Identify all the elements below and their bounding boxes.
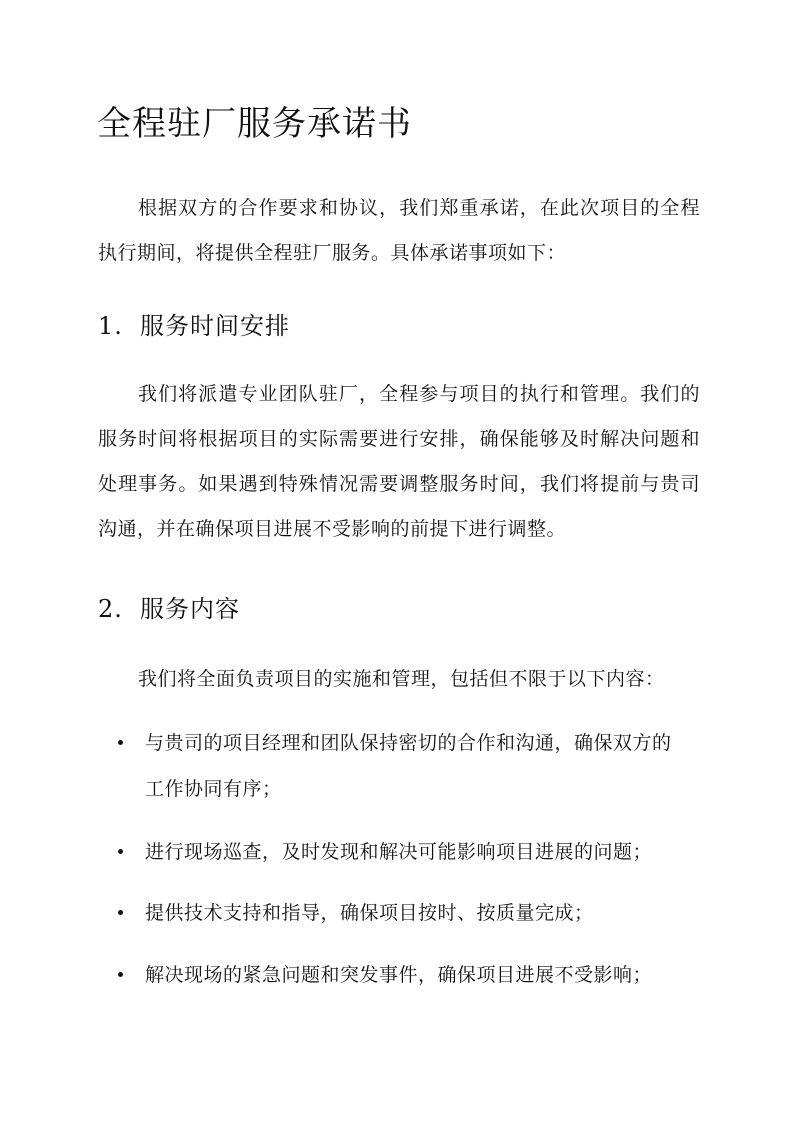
section-1-number: 1.: [98, 312, 123, 340]
section-2-heading: [98, 589, 240, 624]
list-item: [118, 890, 678, 936]
section-2-number: 2.: [98, 595, 123, 623]
section-1-body: 我们将派遣专业团队驻厂，全程参与项目的执行和管理。我们的服务时间将根据项目的实际需要进行安排，确保能够及时解决问题和处理事务。如果遇到特殊情况需要调整服务时间，我们将提前与贵司沟通，并在确保项目进展不受影响的前提下进行调整。: [98, 383, 700, 540]
bullet-icon: [118, 740, 123, 745]
section-1-heading: [98, 306, 290, 341]
list-item-text: 提供技术支持和指导，确保项目按时、按质量完成；: [145, 902, 594, 924]
bullet-icon: [118, 849, 123, 854]
section-1-title: 服务时间安排: [140, 312, 290, 340]
list-item-text: 进行现场巡查，及时发现和解决可能影响项目进展的问题；: [145, 841, 653, 863]
section-2-title: 服务内容: [140, 595, 240, 623]
list-item: [118, 720, 678, 812]
list-item: [118, 952, 678, 998]
bullet-icon: [118, 910, 123, 915]
document-title: 全程驻厂服务承诺书: [97, 104, 412, 144]
list-item-text: 与贵司的项目经理和团队保持密切的合作和沟通，确保双方的工作协同有序；: [145, 732, 672, 800]
bullet-icon: [118, 972, 123, 977]
intro-paragraph: 根据双方的合作要求和协议，我们郑重承诺，在此次项目的全程执行期间，将提供全程驻厂服务。具体承诺事项如下：: [98, 197, 700, 264]
list-item: [118, 829, 678, 875]
section-2-intro: 我们将全面负责项目的实施和管理，包括但不限于以下内容：: [138, 668, 665, 690]
list-item-text: 解决现场的紧急问题和突发事件，确保项目进展不受影响；: [145, 964, 653, 986]
